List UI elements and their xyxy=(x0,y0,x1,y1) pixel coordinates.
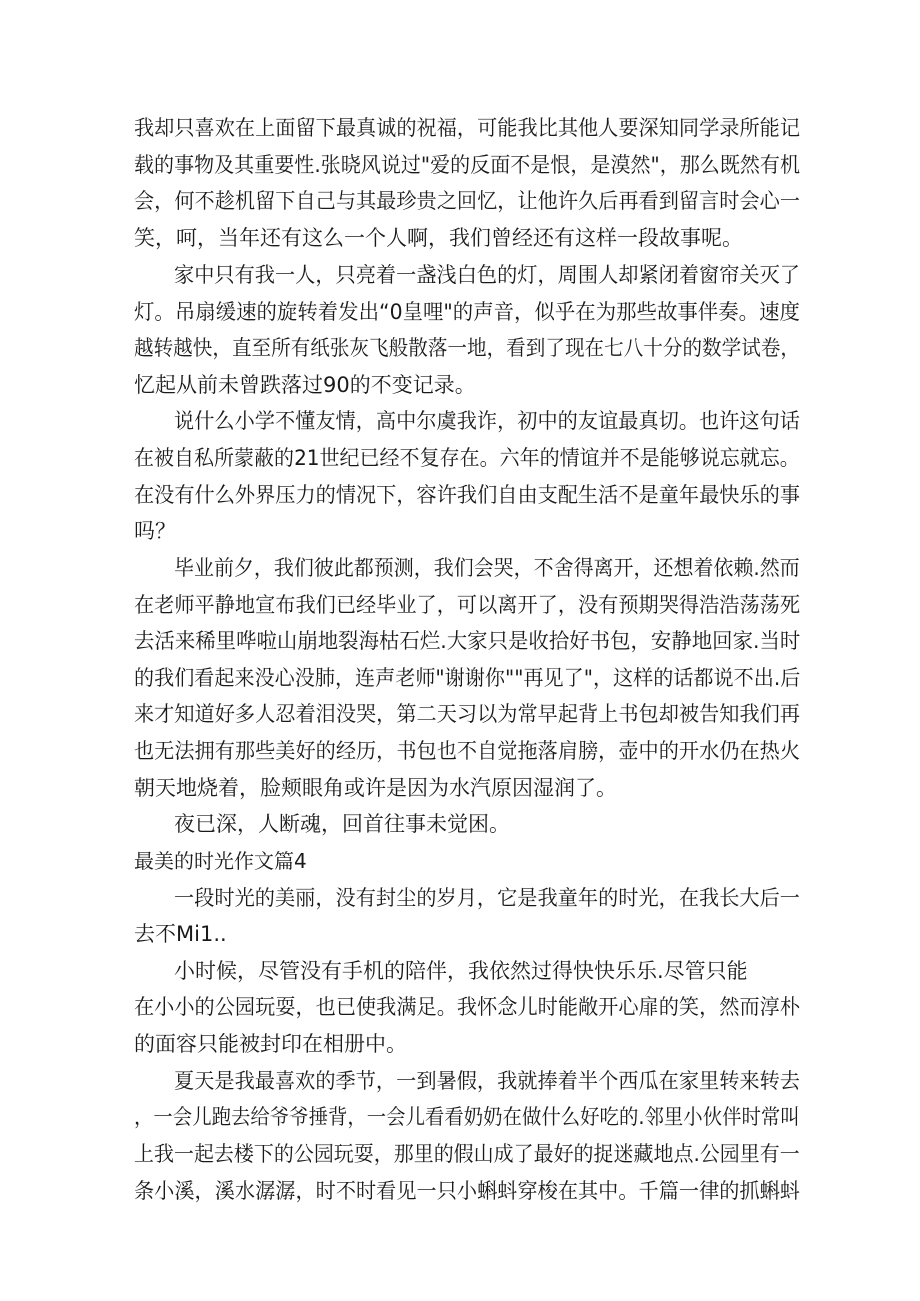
text-line: 上我一起去楼下的公园玩耍，那里的假山成了最好的捉迷藏地点.公园里有一 xyxy=(134,1142,800,1166)
paragraph-start-line: 小时候，尽管没有手机的陪伴，我依然过得快快乐乐.尽管只能 xyxy=(174,959,748,983)
text-line: 载的事物及其重要性.张晓风说过"爱的反面不是恨，是漠然"，那么既然有机 xyxy=(134,153,800,177)
text-line: 去不Mi1.. xyxy=(134,922,227,946)
text-line: 来才知道好多人忍着泪没哭，第二天习以为常早起背上书包却被告知我们再 xyxy=(134,702,800,726)
text-line: 会，何不趁机留下自己与其最珍贵之回忆，让他许久后再看到留言时会心一 xyxy=(134,189,800,213)
paragraph-start-line: 夏天是我最喜欢的季节，一到暑假，我就捧着半个西瓜在家里转来转去 xyxy=(174,1069,800,1093)
paragraph-start-line: 夜已深，人断魂，回首往事未觉困。 xyxy=(174,812,510,836)
text-line: ，一会儿跑去给爷爷捶背，一会儿看看奶奶在做什么好吃的.邻里小伙伴时常叫 xyxy=(134,1105,800,1129)
text-line: 我却只喜欢在上面留下最真诚的祝福，可能我比其他人要深知同学录所能记 xyxy=(134,116,800,140)
text-line: 在小小的公园玩耍，也已使我满足。我怀念儿时能敞开心扉的笑，然而淳朴 xyxy=(134,995,800,1019)
text-line: 的我们看起来没心没肺，连声老师"谢谢你""再见了"，这样的话都说不出.后 xyxy=(134,666,801,690)
text-line: 吗？ xyxy=(134,519,176,543)
text-line: 朝天地烧着，脸颊眼角或许是因为水汽原因湿润了。 xyxy=(134,776,617,800)
paragraph-start-line: 家中只有我一人，只亮着一盏浅白色的灯，周围人却紧闭着窗帘关灭了 xyxy=(174,263,800,287)
text-line: 的面容只能被封印在相册中。 xyxy=(134,1032,407,1056)
section-heading: 最美的时光作文篇4 xyxy=(134,849,307,873)
text-line: 忆起从前未曾跌落过90的不变记录。 xyxy=(134,373,476,397)
paragraph-start-line: 说什么小学不懂友情，高中尔虞我诈，初中的友谊最真切。也许这句话 xyxy=(174,409,800,433)
paragraph-start-line: 毕业前夕，我们彼此都预测，我们会哭，不舍得离开，还想着依赖.然而 xyxy=(174,556,800,580)
text-line: 在老师平静地宣布我们已经毕业了，可以离开了，没有预期哭得浩浩荡荡死 xyxy=(134,593,800,617)
text-line: 灯。吊扇缓速的旋转着发出“0皇哩"的声音，似乎在为那些故事伴奏。速度 xyxy=(134,300,800,324)
text-line: 笑，呵，当年还有这么一个人啊，我们曾经还有这样一段故事呢。 xyxy=(134,226,743,250)
paragraph-start-line: 一段时光的美丽，没有封尘的岁月，它是我童年的时光，在我长大后一 xyxy=(174,886,800,910)
text-line: 越转越快，直至所有纸张灰飞般散落一地，看到了现在七八十分的数学试卷， xyxy=(134,336,800,360)
text-line: 在没有什么外界压力的情况下，容许我们自由支配生活不是童年最快乐的事 xyxy=(134,483,800,507)
text-line: 在被自私所蒙蔽的21世纪已经不复存在。六年的情谊并不是能够说忘就忘。 xyxy=(134,446,800,470)
text-line: 条小溪，溪水潺潺，时不时看见一只小蝌蚪穿梭在其中。千篇一律的抓蝌蚪 xyxy=(134,1179,800,1203)
text-line: 去活来稀里哗啦山崩地裂海枯石烂.大家只是收拾好书包，安静地回家.当时 xyxy=(134,629,801,653)
text-line: 也无法拥有那些美好的经历，书包也不自觉拖落肩膀，壶中的开水仍在热火 xyxy=(134,739,800,763)
